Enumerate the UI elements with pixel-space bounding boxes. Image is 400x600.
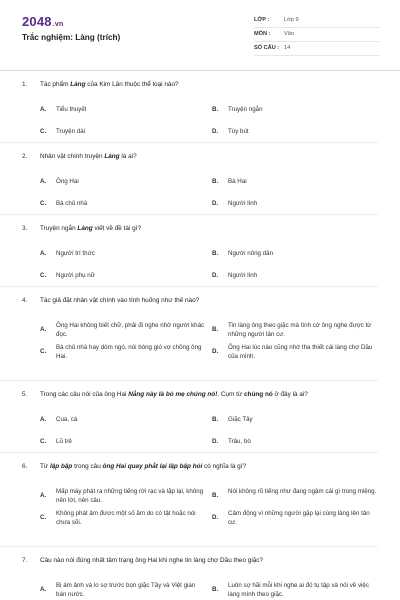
option-label: D. — [212, 272, 219, 279]
option-text: Cảm động vì những người gặp lại cùng làng lên tản cư. — [228, 510, 370, 526]
option-label: A. — [40, 416, 47, 423]
question-text-part: Tác giả đặt nhân vật chính vào tình huống như thế nào? — [40, 297, 200, 304]
option-label: A. — [40, 250, 47, 257]
question-number: 7. — [22, 557, 28, 564]
option-label: D. — [212, 348, 219, 355]
meta-class — [254, 14, 380, 28]
logo-suffix: .vn — [52, 21, 64, 28]
option-text: Bà Hai — [228, 178, 247, 185]
header — [0, 0, 400, 66]
option-label: C. — [40, 128, 47, 135]
option-text: Người trí thức — [56, 250, 95, 257]
question-text-part: Làng — [77, 225, 93, 232]
question-text-part: Nắng này là bỏ mẹ chúng nó! — [128, 391, 218, 398]
question-divider — [0, 142, 378, 143]
question-number: 1. — [22, 81, 28, 88]
option-label: A. — [40, 178, 47, 185]
question-divider — [0, 286, 378, 287]
option-text: Bà chủ nhà — [56, 200, 88, 207]
option-text: Ông Hai — [56, 178, 79, 185]
logo-text: 2048 — [22, 14, 52, 29]
option-label: B. — [212, 416, 219, 423]
option-label: D. — [212, 128, 219, 135]
option-label: D. — [212, 438, 219, 445]
option-label: D. — [212, 514, 219, 521]
option-label: B. — [212, 178, 219, 185]
option-label: A. — [40, 586, 47, 593]
meta-subject-key: MÔN : — [254, 31, 271, 37]
option-text: Truyện dài — [56, 128, 86, 135]
quiz-title: Trắc nghiệm: Làng (trích) — [22, 33, 121, 42]
question-text-part: Truyện ngắn — [40, 225, 78, 232]
question-text-part: viết về đề tài gì? — [92, 225, 142, 232]
meta-class-key: LỚP : — [254, 17, 270, 23]
option-text: Ông Hai không biết chữ, phải đi nghe nhờ người khác đọc. — [56, 322, 205, 338]
question-4 — [22, 296, 382, 360]
option-text: Bà chủ nhà hay dòm ngó, nói bóng gió vợ chồng ông Hai. — [56, 344, 202, 360]
question-1 — [22, 80, 382, 135]
question-text-part: Làng — [104, 153, 120, 160]
question-text-part: ở đây là ai? — [272, 391, 308, 398]
question-text-part: Từ — [40, 463, 50, 470]
option-label: C. — [40, 272, 47, 279]
question-text — [22, 80, 382, 93]
question-text — [22, 224, 382, 237]
question-text-part: Nhân vật chính truyện — [40, 153, 105, 160]
question-text-part: . Cụm từ — [217, 391, 244, 398]
question-7 — [22, 556, 382, 598]
question-text-part: Tác phẩm — [40, 81, 71, 88]
question-number: 2. — [22, 153, 28, 160]
question-text-part: của Kim Lân thuộc thể loại nào? — [85, 81, 179, 88]
meta-class-value: Lớp 9 — [284, 17, 299, 23]
question-text-part: ông Hai quay phắt lại lập bập hỏi — [102, 463, 203, 470]
option-label: A. — [40, 492, 47, 499]
question-number: 6. — [22, 463, 28, 470]
option-label: B. — [212, 586, 219, 593]
question-text-part: có nghĩa là gì? — [202, 463, 247, 470]
question-number: 5. — [22, 391, 28, 398]
question-3 — [22, 224, 382, 279]
question-text-part: Làng — [70, 81, 86, 88]
option-label: B. — [212, 326, 219, 333]
question-6 — [22, 462, 382, 526]
question-text — [22, 390, 382, 403]
option-text: Tiểu thuyết — [56, 106, 87, 113]
option-text: Tùy bút — [228, 128, 249, 135]
question-number: 4. — [22, 297, 28, 304]
option-label: C. — [40, 438, 47, 445]
option-label: C. — [40, 348, 47, 355]
question-divider — [0, 546, 378, 547]
option-text: Người nông dân — [228, 250, 274, 257]
question-text-part: Trong các câu nói của ông Hai — [40, 391, 129, 398]
question-number: 3. — [22, 225, 28, 232]
question-text — [22, 462, 382, 475]
meta-count-value: 14 — [284, 45, 291, 51]
option-text: Người lính — [228, 200, 258, 207]
question-divider — [0, 452, 378, 453]
meta-count — [254, 42, 380, 56]
question-5 — [22, 390, 382, 445]
option-text: Nói không rõ tiếng như đang ngậm cái gì trong miệng. — [228, 488, 377, 495]
option-text: Bị ám ảnh và lo sợ trước bọn giặc Tây và Việt gian bán nước. — [56, 582, 196, 598]
question-text — [22, 556, 382, 569]
option-text: Trâu, bò — [228, 438, 251, 445]
header-divider — [0, 70, 400, 71]
option-text: Cua, cá — [56, 416, 78, 423]
option-label: B. — [212, 492, 219, 499]
option-text: Người lính — [228, 272, 258, 279]
option-text: Người phụ nữ — [56, 272, 95, 279]
option-text: Không phát âm được một số âm do có tật hoặc nói chưa sõi. — [56, 510, 196, 526]
option-label: A. — [40, 106, 47, 113]
question-text — [22, 152, 382, 165]
option-text: Luôn sợ hãi mỗi khi nghe ai đó tụ tập và nói về việc làng mình theo giặc. — [228, 582, 369, 598]
question-divider — [0, 214, 378, 215]
question-divider — [0, 380, 378, 381]
question-text-part: trong câu — [72, 463, 103, 470]
meta-count-key: SỐ CÂU : — [254, 45, 280, 51]
option-label: C. — [40, 514, 47, 521]
meta-subject — [254, 28, 380, 42]
question-text-part: là ai? — [119, 153, 137, 160]
option-text: Lũ trẻ — [56, 438, 72, 445]
option-label: C. — [40, 200, 47, 207]
option-text: Mấp máy phát ra những tiếng rời rạc và lặp lại, không nên lời, nên câu. — [56, 488, 204, 504]
option-label: D. — [212, 200, 219, 207]
meta-subject-value: Văn — [284, 31, 294, 37]
question-text — [22, 296, 382, 309]
question-text-part: chúng nó — [244, 391, 273, 398]
option-label: A. — [40, 326, 47, 333]
question-text-part: lập bập — [49, 463, 73, 470]
site-logo[interactable] — [22, 14, 63, 29]
option-text: Giặc Tây — [228, 416, 253, 423]
option-text: Truyện ngắn — [228, 106, 263, 113]
question-2 — [22, 152, 382, 207]
option-text: Ông Hai lúc nào cũng nhớ tha thiết cái làng chợ Dầu của mình. — [228, 344, 373, 360]
question-text-part: Câu nào nói đúng nhất tâm trạng ông Hai khi nghe tin làng chợ Dầu theo giặc? — [40, 557, 264, 564]
option-label: B. — [212, 250, 219, 257]
option-label: B. — [212, 106, 219, 113]
option-text: Tin làng ông theo giặc mà tình cờ ông nghe được từ những người tản cư. — [228, 322, 372, 338]
